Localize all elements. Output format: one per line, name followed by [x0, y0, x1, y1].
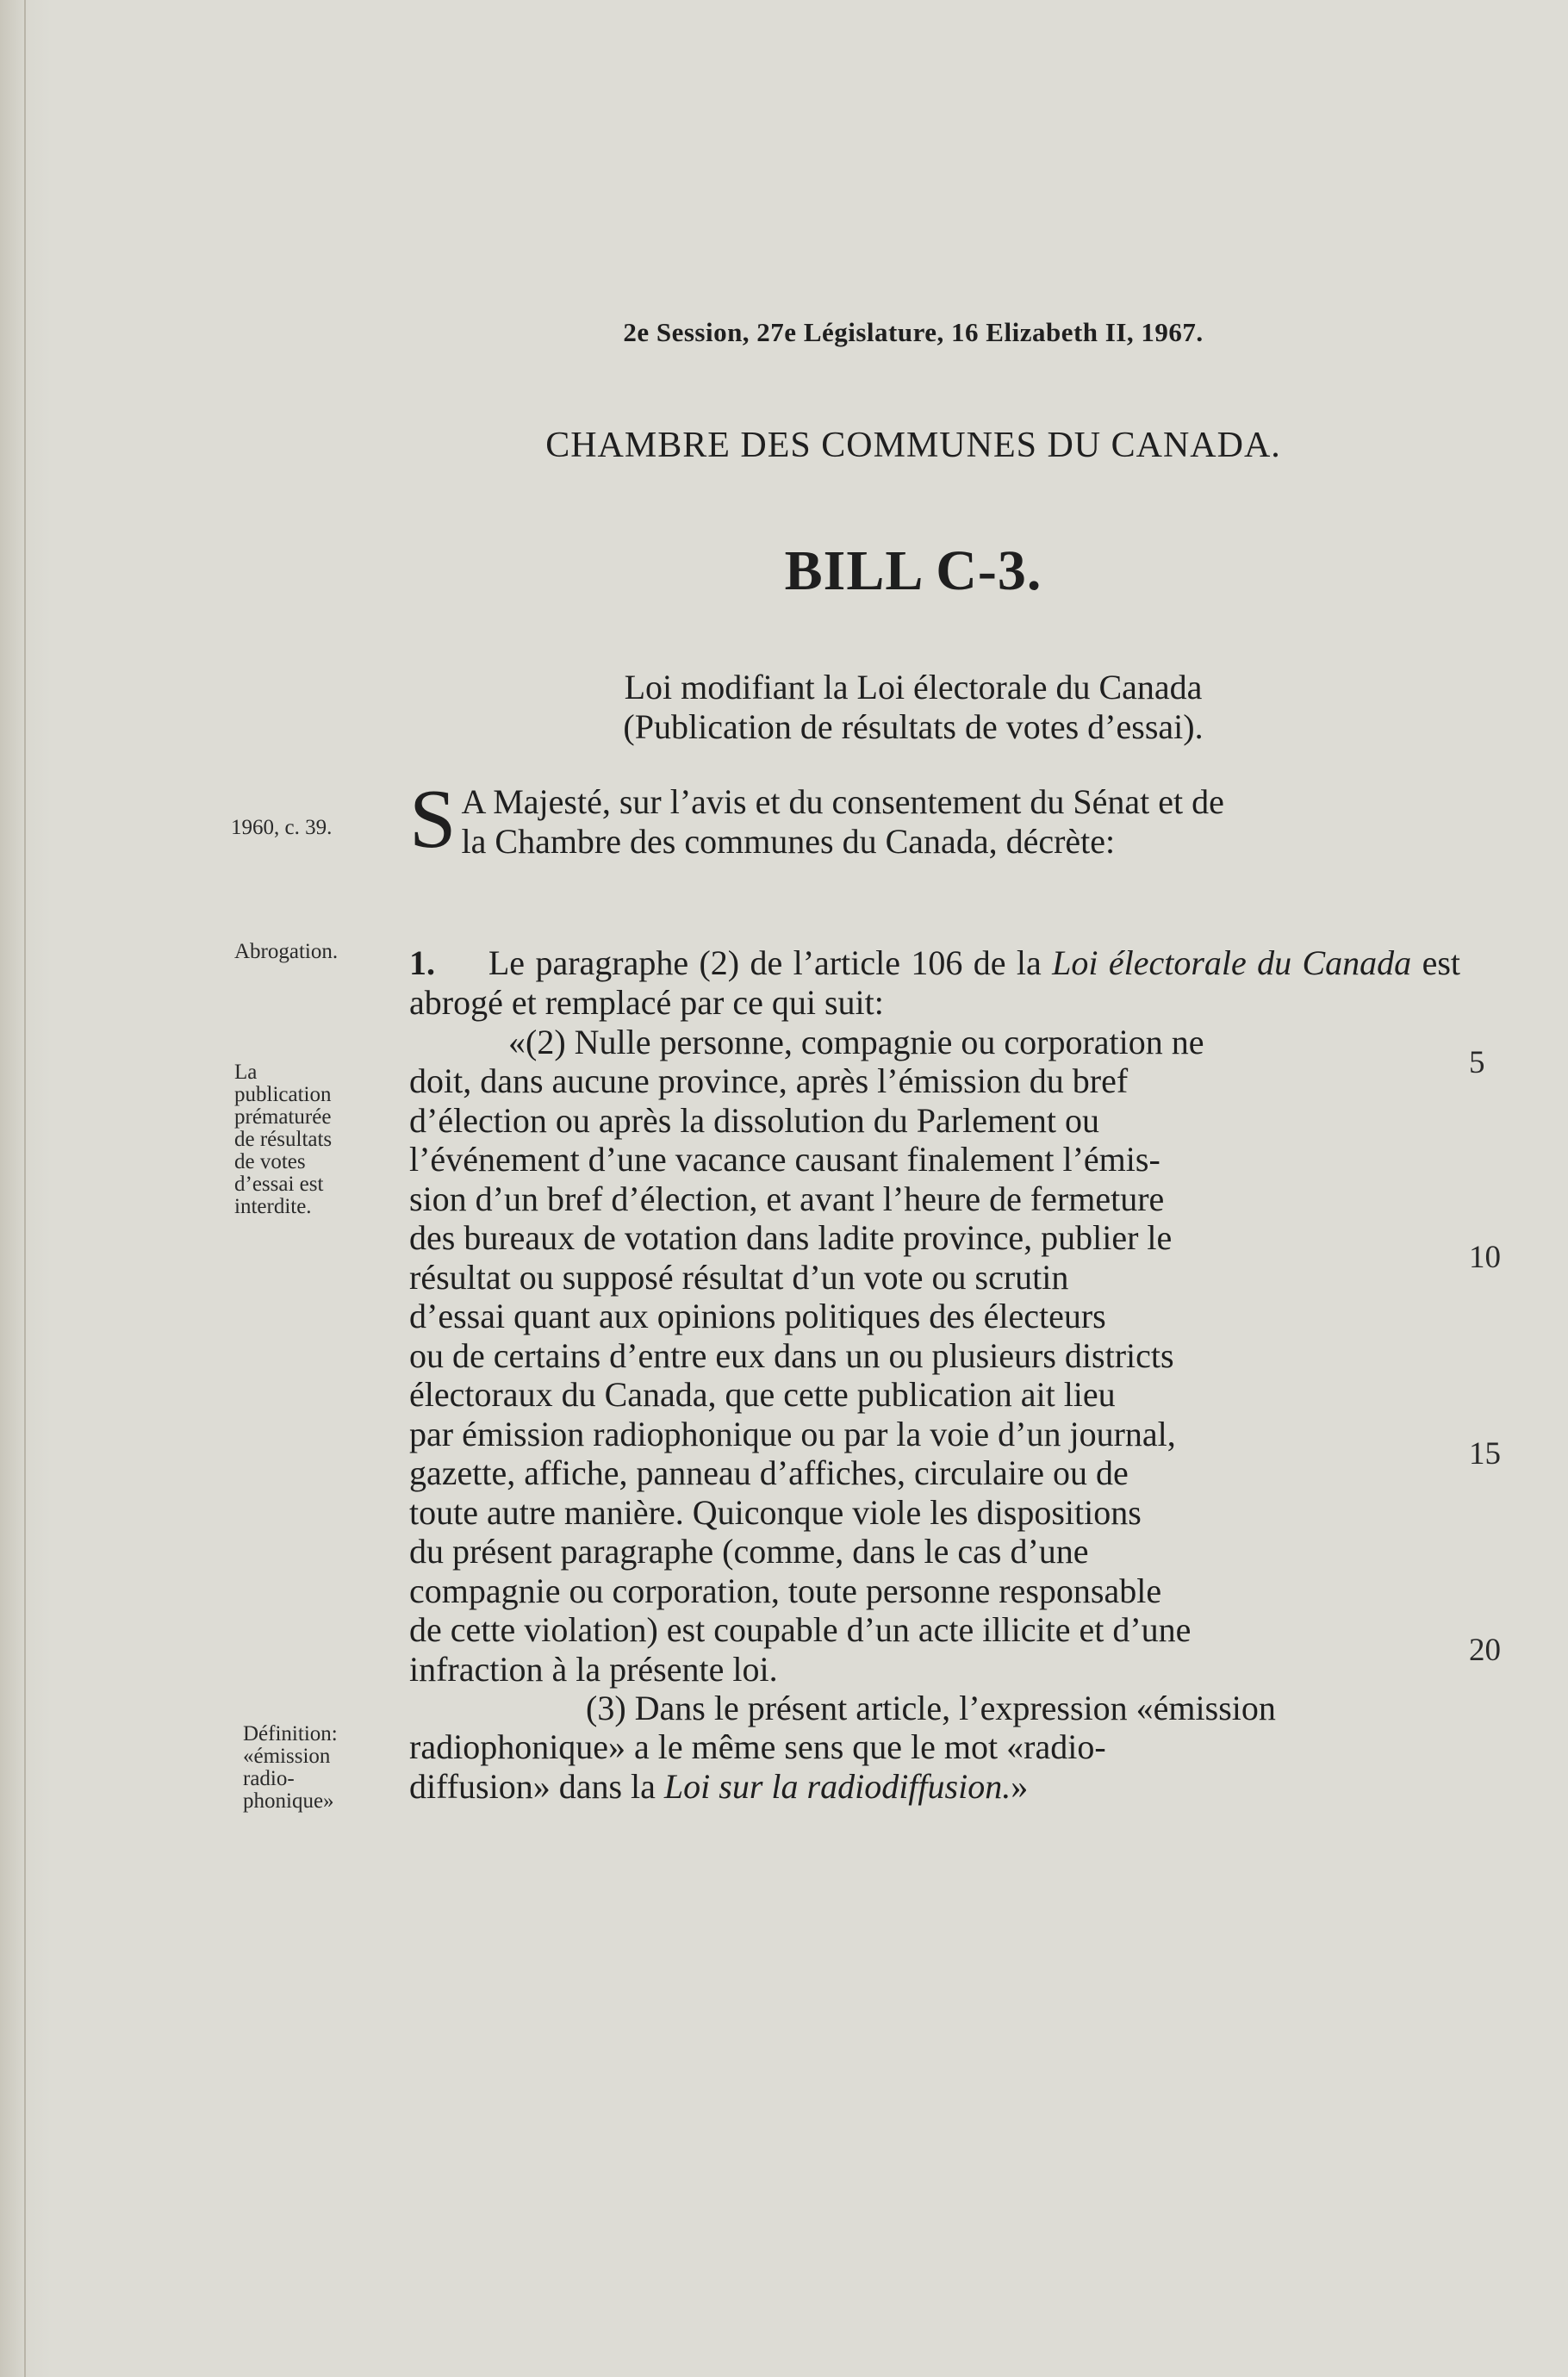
subsection-3-first: (3) Dans le présent article, l’expression «émission: [586, 1689, 1276, 1727]
text-line: électoraux du Canada, que cette publication ait lieu: [409, 1375, 1116, 1414]
text-line: ou de certains d’entre eux dans un ou plusieurs districts: [409, 1335, 1174, 1375]
subtitle-line-2: (Publication de résultats de votes d’essai).: [623, 707, 1204, 746]
text-line: du présent paragraphe (comme, dans le cas d’une: [409, 1532, 1089, 1571]
subsection-2-first: «(2) Nulle personne, compagnie ou corporation ne: [508, 1023, 1204, 1061]
margin-publication-line: de votes: [234, 1150, 306, 1173]
margin-publication: [234, 1061, 332, 1218]
drop-cap: S: [409, 773, 457, 866]
text-line: sion d’un bref d’élection, et avant l’heure de fermeture: [409, 1179, 1165, 1218]
text-fragment: »: [1011, 1766, 1029, 1806]
text-line: doit, dans aucune province, après l’émission du bref: [409, 1061, 1129, 1100]
session-line: 2e Session, 27e Législature, 16 Elizabeth II, 1967.: [623, 317, 1204, 347]
margin-definition-line: radio-: [243, 1767, 295, 1790]
subsection-2: [409, 1061, 1460, 1689]
text-line: infraction à la présente loi.: [409, 1649, 778, 1689]
margin-publication-line: publication: [234, 1083, 332, 1106]
margin-publication-line: d’essai est: [234, 1173, 324, 1196]
law-title: Loi sur la radiodiffusion.: [663, 1766, 1011, 1806]
bill-subtitle: [362, 668, 1465, 747]
enacting-clause: [409, 773, 1460, 866]
text-fragment: diffusion» dans la: [409, 1766, 656, 1806]
subtitle-line-1: Loi modifiant la Loi électorale du Canada: [624, 668, 1203, 706]
margin-definition-line: «émission: [243, 1745, 331, 1768]
enacting-line-1: A Majesté, sur l’avis et du consentement du Sénat et de: [461, 782, 1224, 821]
line-number: 20: [1469, 1633, 1501, 1668]
line-number: 5: [1469, 1045, 1485, 1080]
text-line: d’essai quant aux opinions politiques des électeurs: [409, 1297, 1106, 1335]
text-line: l’événement d’une vacance causant finalement l’émis-: [409, 1140, 1160, 1179]
margin-definition-line: Définition:: [243, 1722, 338, 1745]
text-line: gazette, affiche, panneau d’affiches, circulaire ou de: [409, 1453, 1129, 1492]
margin-definition-line: phonique»: [243, 1789, 334, 1813]
section-number: 1.: [409, 943, 435, 982]
margin-definition: [243, 1723, 338, 1813]
text-line: des bureaux de votation dans ladite province, publier le: [409, 1218, 1173, 1257]
section-intro-b: est abrogé et remplacé par ce qui suit:: [409, 943, 1460, 1022]
text-line: compagnie ou corporation, toute personne responsable: [409, 1571, 1162, 1610]
margin-publication-line: de résultats: [234, 1128, 333, 1151]
section-intro-a: Le paragraphe (2) de l’article 106 de la: [488, 943, 1042, 982]
law-title: Loi électorale du Canada: [1052, 943, 1412, 982]
chamber-title: CHAMBRE DES COMMUNES DU CANADA.: [545, 426, 1281, 465]
enacting-line-2: la Chambre des communes du Canada, décrète:: [461, 821, 1116, 861]
page-spine: [24, 0, 26, 2377]
text-line: par émission radiophonique ou par la voie d’un journal,: [409, 1414, 1176, 1453]
text-line: radiophonique» a le même sens que le mot «radio-: [409, 1727, 1106, 1766]
line-number: 10: [1469, 1240, 1501, 1275]
margin-publication-line: interdite.: [234, 1195, 312, 1218]
margin-publication-line: La: [234, 1061, 258, 1084]
text-line: de cette violation) est coupable d’un acte illicite et d’une: [409, 1610, 1192, 1649]
text-line: [409, 1767, 1460, 1807]
text-line: d’élection ou après la dissolution du Parlement ou: [409, 1100, 1099, 1140]
text-line: toute autre manière. Quiconque viole les dispositions: [409, 1492, 1142, 1532]
margin-citation: 1960, c. 39.: [231, 816, 333, 839]
bill-number: BILL C-3.: [784, 539, 1042, 602]
margin-publication-line: prématurée: [234, 1105, 332, 1129]
margin-abrogation: Abrogation.: [234, 940, 339, 963]
line-number: 15: [1469, 1436, 1501, 1472]
section-1: [409, 943, 1460, 1022]
subsection-3: [409, 1727, 1460, 1806]
text-line: résultat ou supposé résultat d’un vote ou scrutin: [409, 1257, 1069, 1297]
